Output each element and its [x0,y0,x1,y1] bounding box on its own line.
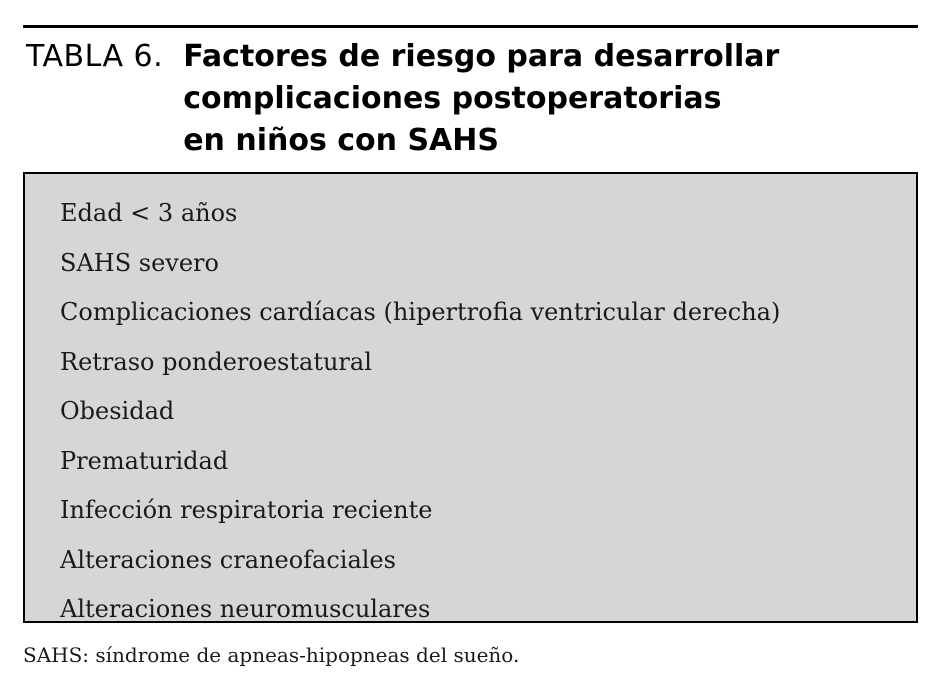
table-footnote: SAHS: síndrome de apneas-hipopneas del sueño. [23,643,520,667]
risk-factor-item: Infección respiratoria reciente [60,496,433,524]
table-title-line-1: Factores de riesgo para desarrollar [183,39,780,74]
risk-factor-item: Complicaciones cardíacas (hipertrofia ventricular derecha) [60,298,781,326]
table-title-line-2: complicaciones postoperatorias [183,81,722,116]
risk-factor-item: SAHS severo [60,248,219,277]
risk-factor-item: Edad < 3 años [60,199,238,227]
risk-factor-item: Alteraciones neuromusculares [60,595,431,623]
table-heading [26,36,906,162]
table-title [183,36,779,162]
risk-factor-item: Retraso ponderoestatural [60,347,372,376]
table-title-line-3: en niños con SAHS [183,123,499,158]
risk-factor-list [25,174,916,635]
top-rule [23,25,918,28]
table-label: TABLA 6. [26,39,164,74]
risk-factor-box [23,172,918,623]
risk-factor-item: Prematuridad [60,446,229,475]
risk-factor-item: Obesidad [60,397,175,425]
risk-factor-item: Alteraciones craneofaciales [60,545,396,574]
